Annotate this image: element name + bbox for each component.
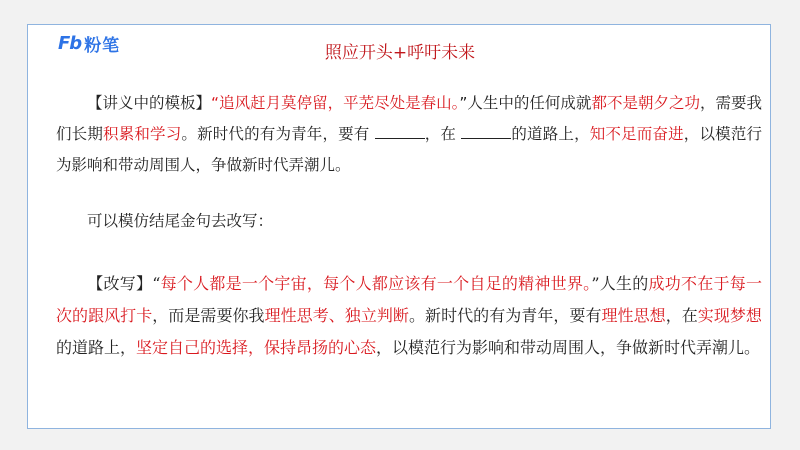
highlighted-text: 每个人都是一个宇宙，每个人都应该有一个自足的精神世界。 xyxy=(160,274,592,293)
highlighted-text: 理性思想 xyxy=(601,306,666,325)
body-text: 【改写】 xyxy=(87,274,153,293)
body-text: 【讲义中的模板】 xyxy=(87,94,212,112)
highlighted-text: 知不足而奋进 xyxy=(589,125,684,143)
highlighted-text: 都不是朝夕之功 xyxy=(591,94,700,112)
highlighted-text: 实现梦想 xyxy=(697,306,762,325)
body-text: ，需要我们长期 xyxy=(56,94,762,143)
template-paragraph xyxy=(56,88,762,181)
fill-in-blank xyxy=(375,124,425,139)
rewrite-paragraph-content xyxy=(56,274,762,357)
instruction-text: 可以模仿结尾金句去改写： xyxy=(87,212,274,230)
highlighted-text: “追风赶月莫停留，平芜尽处是春山。 xyxy=(211,94,460,112)
body-text: ”人生中的任何成就 xyxy=(459,94,592,112)
instruction-paragraph xyxy=(56,206,762,237)
body-text: 。新时代的有为青年，要有 xyxy=(408,306,602,325)
body-text: ，在 xyxy=(665,306,698,325)
highlighted-text: 理性思考、独立判断 xyxy=(264,306,409,325)
body-text: ，以模范行为影响和带动周围人，争做新时代弄潮儿。 xyxy=(376,338,761,357)
body-text: ，以模范行为影响和带动周围人，争做新时代弄潮儿。 xyxy=(56,125,762,174)
body-text: 。新时代的有为青年，要有 xyxy=(181,125,375,143)
body-text: 的道路上， xyxy=(56,338,137,357)
highlighted-text: 坚定自己的选择，保持昂扬的心态 xyxy=(136,338,377,357)
logo-text: 粉笔 xyxy=(84,36,121,56)
body-text: ，在 xyxy=(424,125,462,143)
logo-mark: Fb xyxy=(58,33,82,54)
body-text: ，而是需要你我 xyxy=(152,306,265,325)
body-text: 的道路上， xyxy=(511,125,590,143)
rewrite-paragraph xyxy=(56,268,762,364)
body-text: “ xyxy=(152,274,161,293)
body-text: ”人生的 xyxy=(591,274,649,293)
slide-title: 照应开头+呼吁未来 xyxy=(324,43,476,63)
fill-in-blank xyxy=(461,124,511,139)
highlighted-text: 成功不在于每一次的跟风打卡 xyxy=(56,274,762,325)
template-paragraph-content xyxy=(56,94,762,174)
highlighted-text: 积累和学习 xyxy=(103,125,182,143)
